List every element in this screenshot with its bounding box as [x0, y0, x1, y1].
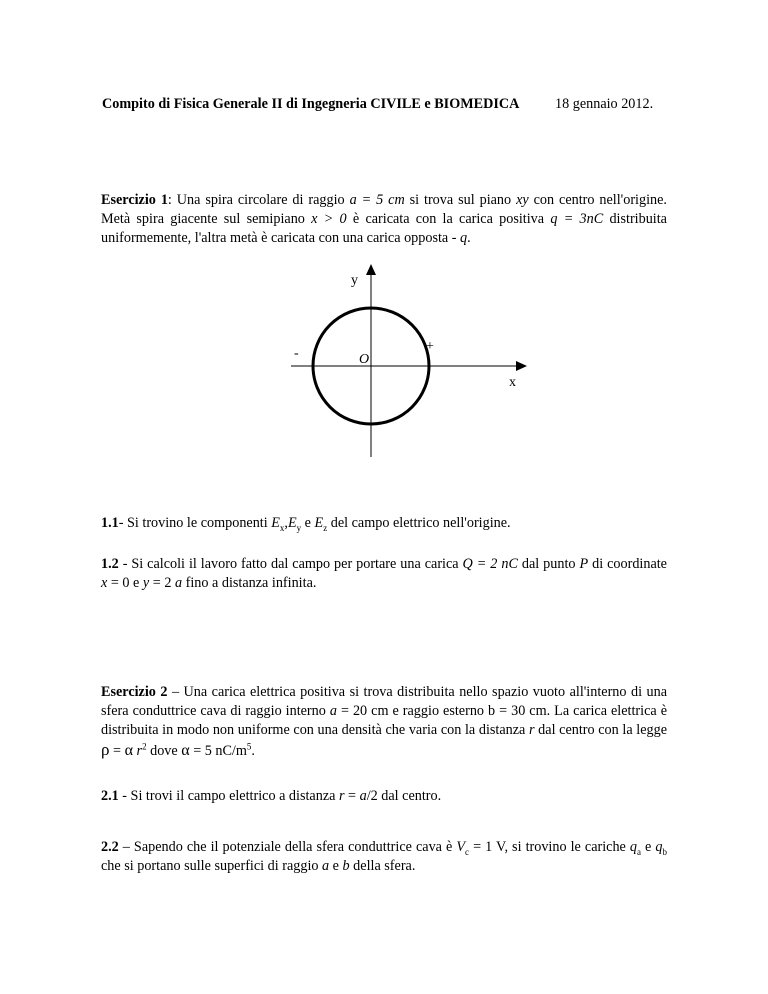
origin-label: O	[359, 352, 370, 367]
y-axis-label: y	[351, 273, 358, 288]
exam-title: Compito di Fisica Generale II di Ingegneria CIVILE e BIOMEDICA	[102, 96, 520, 112]
exam-date: 18 gennaio 2012.	[555, 96, 654, 112]
x-axis-arrow-icon	[516, 361, 527, 371]
exercise-1-label: Esercizio 1	[101, 192, 168, 208]
minus-sign-label: -	[294, 346, 299, 361]
x-axis-label: x	[509, 375, 516, 390]
y-axis-arrow-icon	[366, 264, 376, 275]
diagram-svg	[285, 262, 530, 462]
exercise-2-label: Esercizio 2	[101, 684, 168, 700]
exercise-2-text: Esercizio 2 – Una carica elettrica positiva si trova distribuita nello spazio vuoto all'interno di una sfera conduttrice cava di raggio interno a = 20 cm e raggio esterno b = 30 cm. La carica elettrica è distribuita in modo non uniforme con una densità che varia con la distanza r dal centro con la legge ρ = α $r^2$ dove α = 5 $nC/m^5$.	[101, 684, 667, 759]
question-1-1: 1.1- Si trovino le componenti $E_x,E_y$ e $E_z$ del campo elettrico nell'origine.	[101, 515, 511, 533]
question-2-1: 2.1 - Si trovi il campo elettrico a distanza r = a/2 dal centro.	[101, 788, 442, 804]
charged-loop-diagram	[285, 262, 530, 462]
exercise-1-text: Esercizio 1: Una spira circolare di raggio a = 5 cm si trova sul piano xy con centro nell'origine. Metà spira giacente sul semipiano x > 0 è caricata con la carica positiva q = 3nC distribuita uniformemente, l'altra metà è caricata con una carica opposta - q.	[101, 192, 667, 246]
question-1-2: 1.2 - Si calcoli il lavoro fatto dal campo per portare una carica Q = 2 nC dal punto P di coordinate x = 0 e y = 2 a fino a distanza infinita.	[101, 556, 667, 591]
question-2-2: 2.2 – Sapendo che il potenziale della sfera conduttrice cava è $V_c = 1$ V, si trovino le cariche $q_a$ e $q_b$ che si portano sulle superfici di raggio a e b della sfera.	[101, 839, 667, 874]
plus-sign-label: +	[426, 339, 434, 354]
